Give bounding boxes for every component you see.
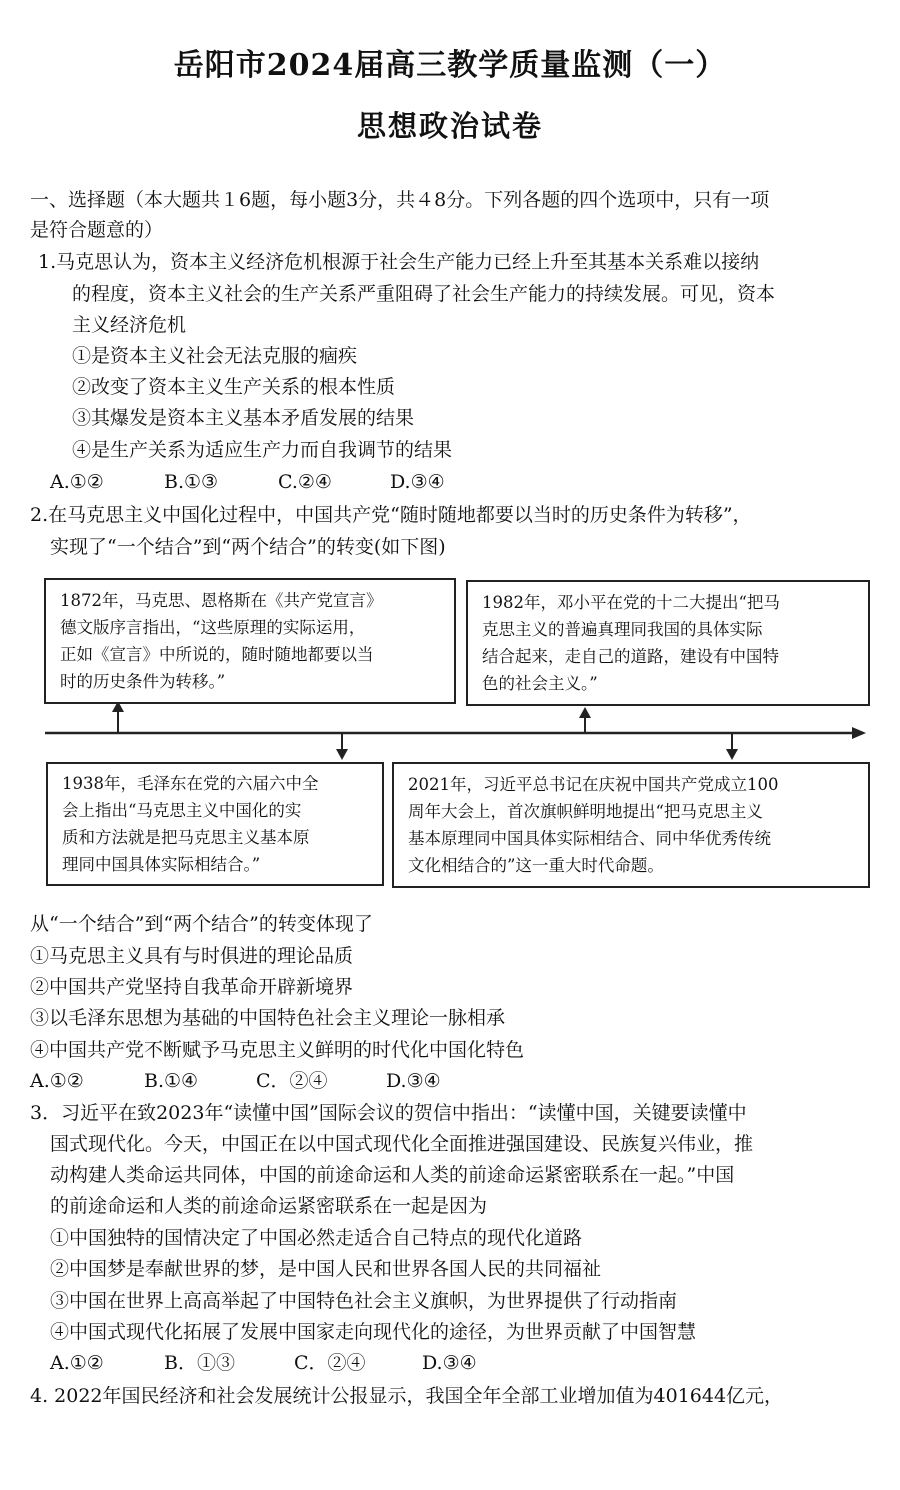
q1-stem-line2: 的程度，资本主义社会的生产关系严重阻碍了社会生产能力的持续发展。可见，资本 — [72, 283, 776, 305]
q2-option-3: ③以毛泽东思想为基础的中国特色社会主义理论一脉相承 — [30, 1007, 506, 1029]
q1-stem-line3: 主义经济危机 — [72, 314, 187, 336]
exam-title: 岳阳市2024届高三教学质量监测（一） — [173, 48, 727, 83]
q2-question: 从“一个结合”到“两个结合”的转变体现了 — [30, 913, 373, 935]
q2-option-2: ②中国共产党坚持自我革命开辟新境界 — [30, 976, 354, 998]
q2-choice-c: C．②④ — [256, 1070, 328, 1092]
q4-stem-line1: 4. 2022年国民经济和社会发展统计公报显示，我国全年全部工业增加值为401644亿元， — [30, 1385, 784, 1407]
q1-choice-a: A.①② — [50, 471, 104, 493]
q2-stem-line1: 2.在马克思主义中国化过程中，中国共产党“随时随地都要以当时的历史条件为转移”， — [30, 504, 752, 526]
q2-choice-a: A.①② — [30, 1070, 84, 1092]
timeline-box-1872: 1872年，马克思、恩格斯在《共产党宣言》 德文版序言指出，“这些原理的实际运用， 正如《宣言》中所说的，随时随地都要以当 时的历史条件为转移。” — [44, 578, 456, 704]
q2-option-4: ④中国共产党不断赋予马克思主义鲜明的时代化中国化特色 — [30, 1039, 525, 1061]
q3-choice-b: B．①③ — [164, 1352, 235, 1374]
q3-stem-line1: 3．习近平在致2023年“读懂中国”国际会议的贺信中指出：“读懂中国，关键要读懂中 — [30, 1102, 747, 1124]
timeline-arrowhead — [852, 727, 866, 739]
q1-choice-c: C.②④ — [278, 471, 332, 493]
q1-stem-line1: 1.马克思认为，资本主义经济危机根源于社会生产能力已经上升至其基本关系难以接纳 — [38, 251, 760, 273]
q3-option-2: ②中国梦是奉献世界的梦，是中国人民和世界各国人民的共同福祉 — [50, 1258, 602, 1280]
q2-choice-d: D.③④ — [386, 1070, 441, 1092]
q3-stem-line3: 动构建人类命运共同体，中国的前途命运和人类的前途命运紧密联系在一起。”中国 — [50, 1164, 735, 1186]
q2-option-1: ①马克思主义具有与时俱进的理论品质 — [30, 945, 354, 967]
q1-option-2: ②改变了资本主义生产关系的根本性质 — [72, 376, 396, 398]
q1-option-3: ③其爆发是资本主义基本矛盾发展的结果 — [72, 407, 415, 429]
q3-choice-d: D.③④ — [422, 1352, 477, 1374]
section-heading-line1: 一、选择题（本大题共１6题，每小题3分，共４8分。下列各题的四个选项中，只有一项 — [30, 189, 770, 211]
q3-stem-line2: 国式现代化。今天，中国正在以中国式现代化全面推进强国建设、民族复兴伟业，推 — [50, 1133, 754, 1155]
q1-option-4: ④是生产关系为适应生产力而自我调节的结果 — [72, 439, 453, 461]
timeline-box-1982: 1982年，邓小平在党的十二大提出“把马 克思主义的普遍真理同我国的具体实际 结合起来，走自己的道路，建设有中国特 色的社会主义。” — [466, 580, 870, 706]
q2-choice-b: B.①④ — [144, 1070, 199, 1092]
q3-option-4: ④中国式现代化拓展了发展中国家走向现代化的途径，为世界贡献了中国智慧 — [50, 1321, 697, 1343]
q3-choice-c: C．②④ — [294, 1352, 366, 1374]
section-heading-line2: 是符合题意的） — [30, 219, 164, 241]
timeline-box-2021: 2021年，习近平总书记在庆祝中国共产党成立100 周年大会上，首次旗帜鲜明地提出“把马克思主义 基本原理同中国具体实际相结合、同中华优秀传统 文化相结合的”这一重大时代命题。 — [392, 762, 870, 888]
q1-option-1: ①是资本主义社会无法克服的痼疾 — [72, 345, 358, 367]
q1-choice-b: B.①③ — [164, 471, 219, 493]
q3-option-1: ①中国独特的国情决定了中国必然走适合自己特点的现代化道路 — [50, 1227, 583, 1249]
q3-option-3: ③中国在世界上高高举起了中国特色社会主义旗帜，为世界提供了行动指南 — [50, 1290, 678, 1312]
q3-stem-line4: 的前途命运和人类的前途命运紧密联系在一起是因为 — [50, 1195, 488, 1217]
q1-choice-d: D.③④ — [390, 471, 445, 493]
q2-stem-line2: 实现了“一个结合”到“两个结合”的转变(如下图) — [50, 536, 446, 558]
q3-choice-a: A.①② — [50, 1352, 104, 1374]
exam-subtitle: 思想政治试卷 — [356, 109, 543, 143]
timeline-box-1938: 1938年，毛泽东在党的六届六中全 会上指出“马克思主义中国化的实 质和方法就是把马克思主义基本原 理同中国具体实际相结合。” — [46, 762, 384, 886]
